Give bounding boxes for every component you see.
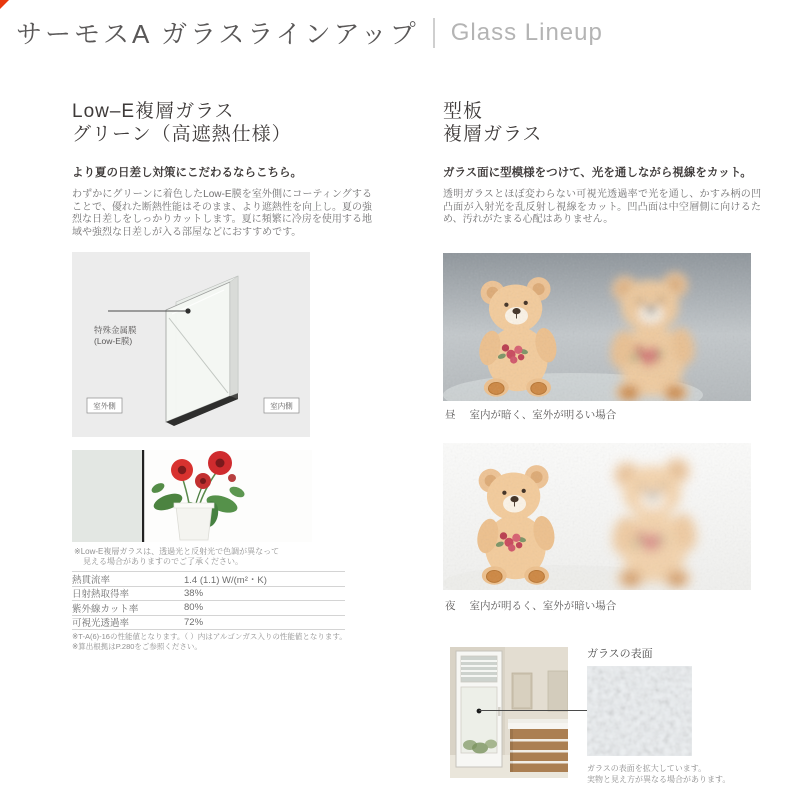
glass-surface-note: [587, 763, 730, 785]
leader-line: [479, 710, 587, 711]
indicator-dot: [185, 308, 190, 313]
spec-label: 紫外線カット率: [72, 603, 139, 615]
day-tag: 昼: [445, 409, 456, 421]
surface-note-line1: ガラスの表面を拡大しています。: [587, 764, 707, 773]
page-title-japanese: サーモスA ガラスラインアップ: [16, 19, 419, 49]
lowe-flower-photo: [72, 450, 312, 542]
page-header: [16, 14, 603, 51]
glass-surface-title: ガラスの表面: [587, 648, 653, 660]
kataita-day-photo: [443, 253, 751, 401]
spec-value: 38%: [184, 587, 204, 599]
lowe-body-text: わずかにグリーンに着色したLow-E膜を室外側にコーティングすることで、優れた断熱性能はそのまま、より遮熱性を向上し。夏の強烈な日差しをしっかりカットします。夏に頻繁に冷房を使用する地域や強烈な日差しが入る部屋などにおすすめです。: [72, 189, 372, 238]
outdoor-label: 室外側: [93, 401, 116, 411]
lowe-spec-table: [72, 571, 345, 630]
lowe-section-title: [72, 100, 292, 146]
page-title-english: Glass Lineup: [450, 18, 603, 46]
day-caption-text: 室内が暗く、室外が明るい場合: [469, 409, 617, 421]
lowe-glass-diagram: [72, 252, 310, 437]
kataita-night-photo: [443, 443, 751, 590]
lowe-lead: より夏の日差し対策にこだわるならこちら。: [72, 167, 302, 179]
spec-value: 72%: [184, 616, 204, 628]
table-row: [72, 615, 345, 631]
bathroom-photo: [450, 647, 568, 778]
spec-label: 熱貫流率: [72, 574, 111, 586]
title-divider: [433, 18, 435, 48]
table-row: [72, 586, 345, 601]
kataita-title-line2: 複層ガラス: [443, 124, 543, 145]
spec-value: 80%: [184, 602, 204, 614]
lowe-footnotes: [72, 632, 347, 651]
night-caption-text: 室内が明るく、室外が暗い場合: [469, 600, 617, 612]
lowe-title-line2: グリーン（高遮熱仕様）: [72, 124, 292, 145]
lowe-footnote-line1: ※T-A(6)-16の性能値となります。（ ）内はアルゴンガス入りの性能値となります。: [72, 632, 347, 641]
table-row: [72, 600, 345, 615]
indoor-label: 室内側: [270, 401, 293, 411]
side-edge: [230, 276, 238, 396]
night-photo-caption: [445, 598, 616, 613]
spec-label: 可視光透過率: [72, 618, 130, 630]
spec-value: 1.4 (1.1) W/(m²・K): [184, 574, 267, 586]
day-photo-caption: [445, 407, 616, 422]
lowe-photo-note-line2: 見える場合がありますのでご了承ください。: [83, 556, 243, 566]
night-tag: 夜: [445, 600, 456, 612]
corner-accent-mark: [0, 0, 9, 9]
kataita-lead: ガラス面に型模様をつけて、光を通しながら視線をカット。: [443, 167, 752, 179]
lowe-title-line1: Low–E複層ガラス: [72, 101, 235, 122]
kataita-body-text: 透明ガラスとほぼ変わらない可視光透過率で光を通し、かすみ柄の凹凸面が入射光を乱反射し視線をカット。凹凸面は中空層側に向けるため、汚れがたまる心配はありません。: [443, 189, 761, 226]
lowe-footnote-line2: ※算出根拠はP.280をご参照ください。: [72, 641, 202, 651]
glass-surface-texture: [587, 666, 692, 756]
membrane-label-line1: 特殊金属膜: [94, 325, 137, 335]
table-row: [72, 571, 345, 586]
membrane-label-line2: (Low-E膜): [94, 336, 133, 346]
kataita-title-line1: 型板: [443, 101, 484, 122]
lowe-photo-note: [74, 547, 279, 567]
kataita-section-title: [443, 100, 542, 146]
surface-note-line2: 実物と見え方が異なる場合があります。: [587, 775, 731, 784]
lowe-photo-note-line1: ※Low-E複層ガラスは、透過光と反射光で色調が異なって: [74, 547, 280, 556]
spec-label: 日射熱取得率: [72, 589, 130, 601]
glass-edge-line: [142, 450, 144, 542]
